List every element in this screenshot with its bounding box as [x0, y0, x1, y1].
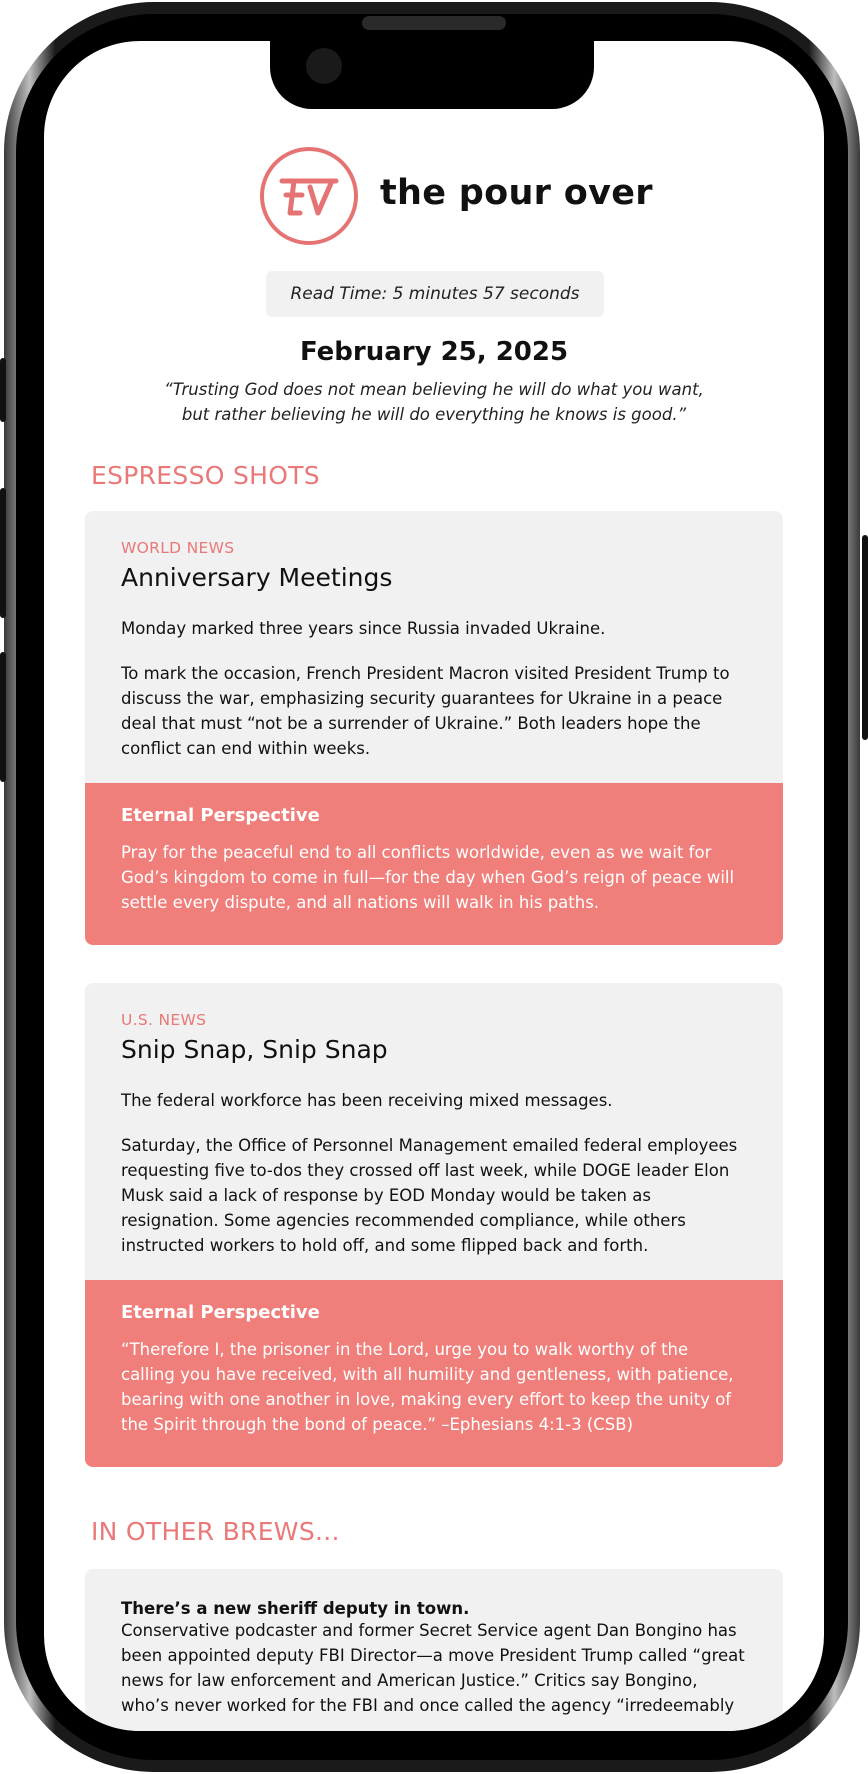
- eternal-perspective-box: [85, 1280, 783, 1467]
- story-paragraph: The federal workforce has been receiving mixed messages.: [121, 1091, 613, 1110]
- story-kicker: WORLD NEWS: [121, 539, 235, 557]
- brand-name: the pour over: [380, 173, 653, 213]
- perspective-text: Pray for the peaceful end to all conflicts worldwide, even as we wait for God’s kingdom to come in full—for the day when God’s reign of peace will settle every dispute, and all nations will walk in his paths.: [121, 843, 735, 912]
- story-paragraph: To mark the occasion, French President Macron visited President Trump to discuss the war, emphasizing security guarantees for Ukraine in a peace deal that must “not be a surrender of Ukraine.” Both leaders hope the conflict can end within weeks.: [121, 664, 730, 758]
- tpo-monogram-icon[interactable]: [260, 147, 358, 245]
- daily-quote: “Trusting God does not mean believing he will do what you want, but rather believing he will do everything he knows is good.”: [164, 380, 704, 424]
- brew-body: [85, 1569, 783, 1731]
- volume-down-button: [0, 652, 6, 782]
- volume-up-button: [0, 488, 6, 618]
- perspective-text: “Therefore I, the prisoner in the Lord, urge you to walk worthy of the calling you have received, with all humility and gentleness, with patience, bearing with one another in love, making every effort to keep the unity of the Spirit through the bond of peace.” –Ephesians 4:1-3 (CSB): [121, 1340, 734, 1434]
- story-body: [85, 983, 783, 1280]
- story-card: [85, 983, 783, 1467]
- speaker-grille: [362, 16, 506, 30]
- section-title-espresso: ESPRESSO SHOTS: [91, 461, 320, 490]
- power-button: [862, 535, 868, 740]
- section-title-brews: IN OTHER BREWS...: [91, 1517, 340, 1546]
- story-kicker: U.S. NEWS: [121, 1011, 207, 1029]
- screen: [44, 41, 824, 1731]
- read-time-badge: Read Time: 5 minutes 57 seconds: [266, 271, 604, 317]
- camera-icon: [306, 48, 342, 84]
- issue-date: February 25, 2025: [299, 337, 569, 367]
- story-card: [85, 511, 783, 945]
- mute-switch: [0, 358, 6, 422]
- perspective-title: Eternal Perspective: [121, 805, 320, 826]
- brew-text: Conservative podcaster and former Secret Service agent Dan Bongino has been appointed deputy FBI Director—a move President Trump called “great news for law enforcement and American Justice.” Critics say Bongino, who’s never worked for the FBI and once called the agency “irredeemably: [121, 1621, 745, 1715]
- story-body: [85, 511, 783, 783]
- story-title: Anniversary Meetings: [121, 563, 393, 592]
- story-title: Snip Snap, Snip Snap: [121, 1035, 388, 1064]
- newsletter-header: [44, 147, 824, 247]
- eternal-perspective-box: [85, 783, 783, 945]
- perspective-title: Eternal Perspective: [121, 1302, 320, 1323]
- story-paragraph: Saturday, the Office of Personnel Management emailed federal employees requesting five to-dos they crossed off last week, while DOGE leader Elon Musk said a lack of response by EOD Monday would be taken as resignation. Some agencies recommended compliance, while others instructed workers to hold off, and some flipped back and forth.: [121, 1136, 738, 1255]
- brew-headline: There’s a new sheriff deputy in town.: [121, 1599, 470, 1618]
- story-paragraph: Monday marked three years since Russia invaded Ukraine.: [121, 619, 606, 638]
- brew-card: [85, 1569, 783, 1731]
